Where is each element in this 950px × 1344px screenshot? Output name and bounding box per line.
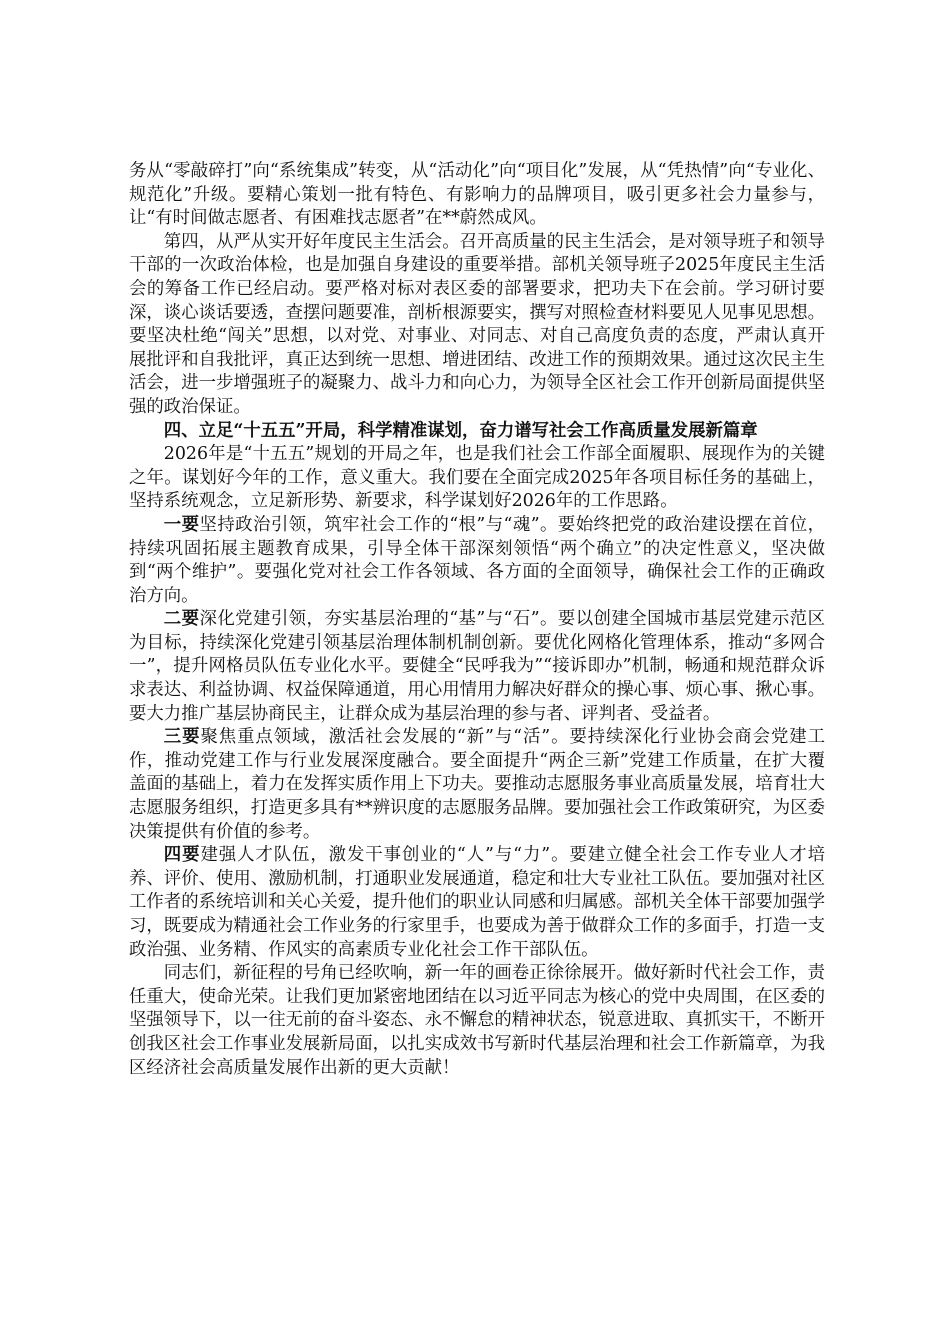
paragraph-item-one: [129, 514, 825, 608]
item-one-text: 坚持政治引领，筑牢社会工作的“根”与“魂”。要始终把党的政治建设摆在首位，持续巩固拓展主题教育成果，引导全体干部深刻领悟“两个确立”的决定性意义，坚决做到“两个维护”。要强化党对社会工作各领域、各方面的全面领导，确保社会工作的正确政治方向。: [129, 514, 825, 606]
item-three-lead: 三要: [163, 727, 201, 748]
paragraph-item-four: [129, 844, 825, 962]
item-two-text: 深化党建引领，夯实基层治理的“基”与“石”。要以创建全国城市基层党建示范区为目标，持续深化党建引领基层治理体制机制创新。要优化网格化管理体系，推动“多网合一”，提升网格员队伍专业化水平。要健全“民呼我为”“接诉即办”机制，畅通和规范群众诉求表达、利益协调、权益保障通道，用心用情用力解决好群众的操心事、烦心事、揪心事。要大力推广基层协商民主，让群众成为基层治理的参与者、评判者、受益者。: [129, 609, 825, 724]
paragraph-closing: 同志们，新征程的号角已经吹响，新一年的画卷正徐徐展开。做好新时代社会工作，责任重大，使命光荣。让我们更加紧密地团结在以习近平同志为核心的党中央周围，在区委的坚强领导下，以一往无前的奋斗姿态、永不懈怠的精神状态，锐意进取、真抓实干，不断开创我区社会工作事业发展新局面，以扎实成效书写新时代基层治理和社会工作新篇章，为我区经济社会高质量发展作出新的更大贡献！: [129, 963, 825, 1078]
item-four-lead: 四要: [163, 845, 201, 866]
item-three-text: 聚焦重点领域，激活社会发展的“新”与“活”。要持续深化行业协会商会党建工作，推动党建工作与行业发展深度融合。要全面提升“两企三新”党建工作质量，在扩大覆盖面的基础上，着力在发挥实质作用上下功夫。要推动志愿服务事业高质量发展，培育壮大志愿服务组织，打造更多具有**辨识度的志愿服务品牌。要加强社会工作政策研究，为区委决策提供有价值的参考。: [129, 727, 825, 842]
paragraph-democratic-life-meeting: 第四，从严从实开好年度民主生活会。召开高质量的民主生活会，是对领导班子和领导干部的一次政治体检，也是加强自身建设的重要举措。部机关领导班子2025年度民主生活会的筹备工作已经启动。要严格对标对表区委的部署要求，把功夫下在会前。学习研讨要深，谈心谈话要透，查摆问题要准，剖析根源要实，撰写对照检查材料要见人见事见思想。要坚决杜绝“闯关”思想，以对党、对事业、对同志、对自己高度负责的态度，严肃认真开展批评和自我批评，真正达到统一思想、增进团结、改进工作的预期效果。通过这次民主生活会，进一步增强班子的凝聚力、战斗力和向心力，为领导全区社会工作开创新局面提供坚强的政治保证。: [129, 231, 825, 417]
item-one-lead: 一要: [163, 514, 200, 535]
paragraph-item-two: [129, 608, 825, 726]
item-four-text: 建强人才队伍，激发干事创业的“人”与“力”。要建立健全社会工作专业人才培养、评价、使用、激励机制，打通职业发展通道，稳定和壮大专业社工队伍。要加强对社区工作者的系统培训和关心关爱，提升他们的职业认同感和归属感。部机关全体干部要加强学习，既要成为精通社会工作业务的行家里手，也要成为善于做群众工作的多面手，打造一支政治强、业务精、作风实的高素质专业化社会工作干部队伍。: [129, 845, 825, 960]
paragraph-volunteer-continuation: 务从“零敲碎打”向“系统集成”转变，从“活动化”向“项目化”发展，从“凭热情”向“专业化、规范化”升级。要精心策划一批有特色、有影响力的品牌项目，吸引更多社会力量参与，让“有时间做志愿者、有困难找志愿者”在**蔚然成风。: [129, 161, 825, 229]
paragraph-2026-intro: 2026年是“十五五”规划的开局之年，也是我们社会工作部全面履职、展现作为的关键之年。谋划好今年的工作，意义重大。我们要在全面完成2025年各项目标任务的基础上，坚持系统观念，立足新形势、新要求，科学谋划好2026年的工作思路。: [129, 444, 825, 512]
document-body: [129, 160, 825, 1080]
item-two-lead: 二要: [163, 609, 200, 630]
section-heading-four: 四、立足“十五五”开局，科学精准谋划，奋力谱写社会工作高质量发展新篇章: [163, 420, 758, 441]
paragraph-item-three: [129, 726, 825, 844]
